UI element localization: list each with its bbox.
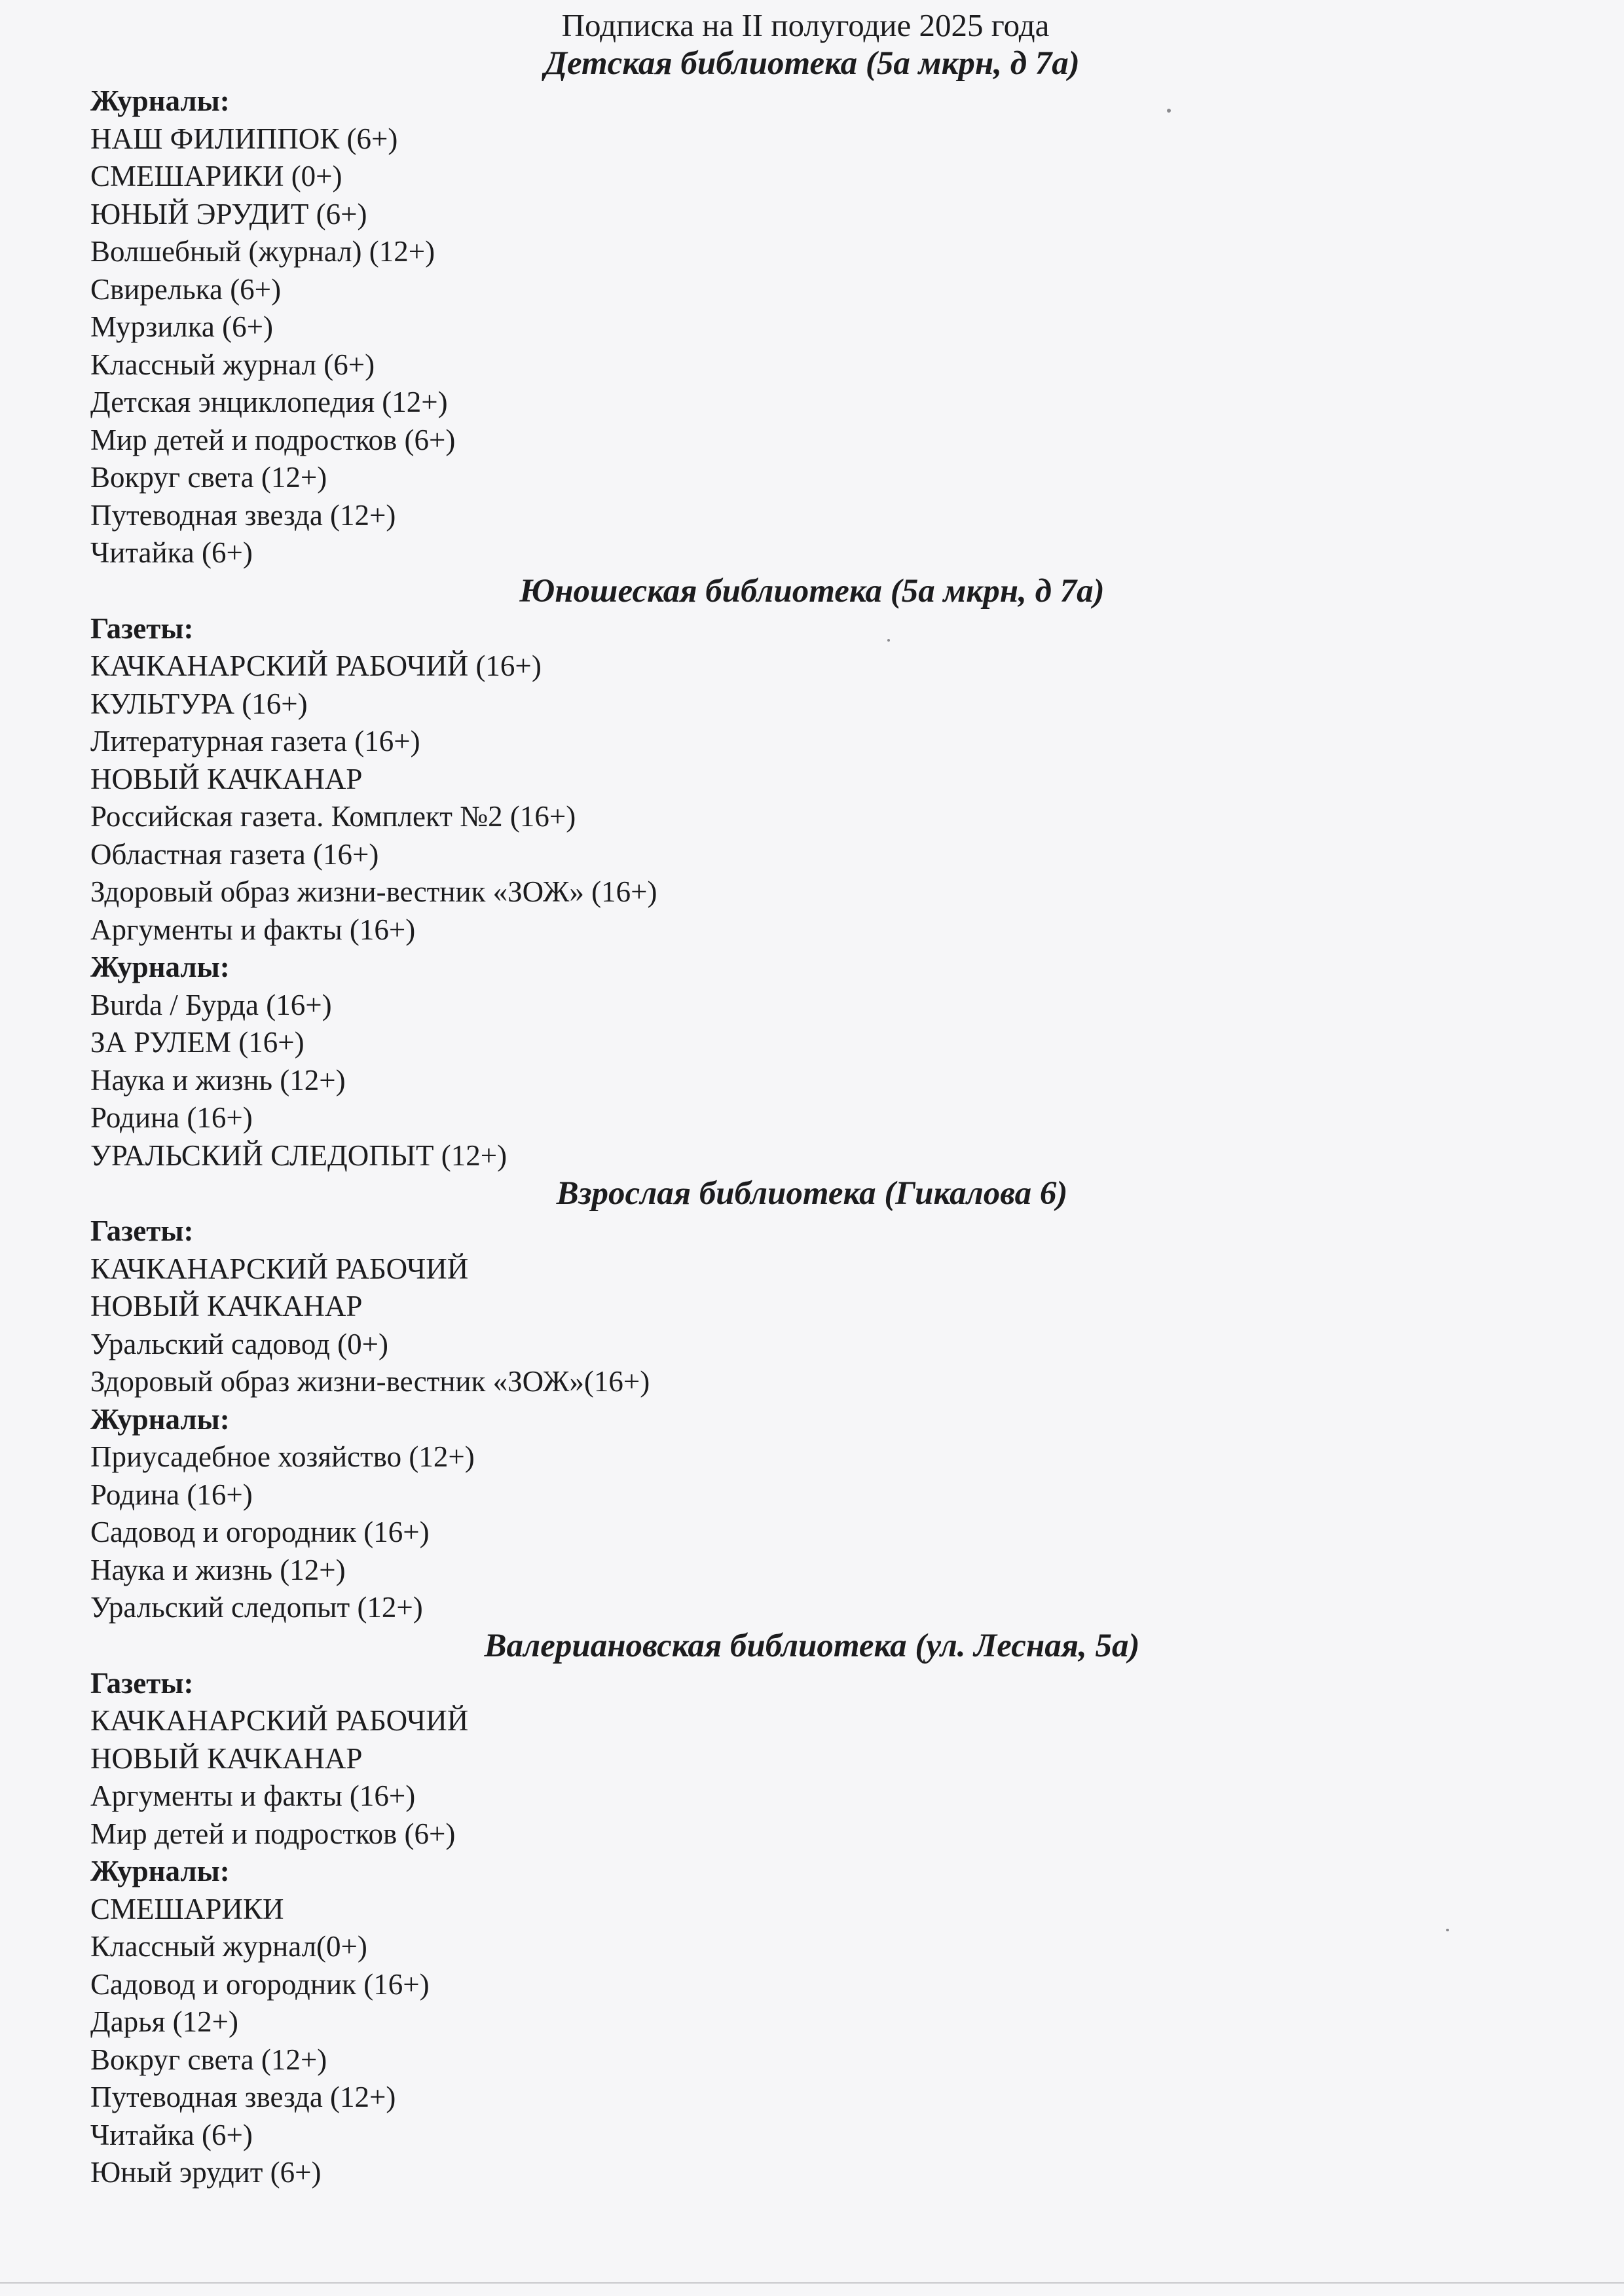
publication-item: Burda / Бурда (16+) — [90, 988, 332, 1021]
publication-item: КАЧКАНАРСКИЙ РАБОЧИЙ — [90, 1704, 469, 1737]
library-section — [0, 1627, 1624, 2192]
publication-group — [90, 1401, 1624, 1627]
publication-item: Волшебный (журнал) (12+) — [90, 235, 435, 268]
group-heading: Газеты: — [90, 611, 194, 645]
publication-group — [90, 1212, 1624, 1401]
publication-item: Литературная газета (16+) — [90, 725, 420, 757]
publication-item: Уральский следопыт (12+) — [90, 1591, 423, 1624]
publication-item: Вокруг света (12+) — [90, 461, 327, 494]
publication-item: СМЕШАРИКИ — [90, 1892, 284, 1925]
publication-group — [90, 949, 1624, 1175]
publication-item: Областная газета (16+) — [90, 837, 379, 871]
library-section — [0, 572, 1624, 1175]
scan-speck — [1446, 1929, 1449, 1931]
publication-item: СМЕШАРИКИ (0+) — [90, 160, 342, 192]
group-heading: Журналы: — [90, 84, 230, 117]
publication-item: Юный эрудит (6+) — [90, 2156, 322, 2189]
publication-item: Мурзилка (6+) — [90, 310, 274, 343]
publication-item: Мир детей и подростков (6+) — [90, 1817, 456, 1850]
publication-item: Уральский садовод (0+) — [90, 1327, 389, 1360]
publication-item: ЗА РУЛЕМ (16+) — [90, 1026, 304, 1059]
publication-item: КАЧКАНАРСКИЙ РАБОЧИЙ (16+) — [90, 649, 542, 682]
publication-item: Читайка (6+) — [90, 2118, 253, 2151]
document-title: Подписка на II полугодие 2025 года — [561, 7, 1050, 43]
publication-item: Здоровый образ жизни-вестник «ЗОЖ»(16+) — [90, 1365, 650, 1398]
scan-speck — [1167, 109, 1171, 113]
group-heading: Журналы: — [90, 1855, 230, 1887]
publication-item: Классный журнал (6+) — [90, 348, 375, 381]
scan-speck — [887, 639, 890, 642]
library-heading: Взрослая библиотека (Гикалова 6) — [556, 1175, 1068, 1212]
publication-item: Аргументы и факты (16+) — [90, 1779, 416, 1812]
publication-item: Мир детей и подростков (6+) — [90, 423, 456, 456]
group-heading: Журналы: — [90, 951, 230, 983]
publication-group — [90, 1853, 1624, 2192]
publication-item: КУЛЬТУРА (16+) — [90, 687, 308, 720]
publication-group — [90, 610, 1624, 949]
publication-item: Садовод и огородник (16+) — [90, 1516, 430, 1548]
group-heading: Газеты: — [90, 1666, 194, 1700]
publication-item: Путеводная звезда (12+) — [90, 2081, 396, 2113]
library-heading: Юношеская библиотека (5а мкрн, д 7а) — [519, 572, 1105, 610]
publication-item: Российская газета. Комплект №2 (16+) — [90, 800, 576, 833]
publication-item: НОВЫЙ КАЧКАНАР — [90, 1741, 363, 1775]
group-heading: Газеты: — [90, 1214, 194, 1247]
publication-item: Аргументы и факты (16+) — [90, 913, 416, 946]
publication-item: НОВЫЙ КАЧКАНАР — [90, 1290, 363, 1322]
publication-item: Читайка (6+) — [90, 536, 253, 569]
publication-item: КАЧКАНАРСКИЙ РАБОЧИЙ — [90, 1252, 469, 1285]
scan-edge-line — [0, 2282, 1624, 2284]
publication-item: Наука и жизнь (12+) — [90, 1063, 346, 1097]
library-list — [0, 45, 1624, 2192]
publication-group — [90, 1665, 1624, 1853]
publication-item: Наука и жизнь (12+) — [90, 1553, 346, 1586]
publication-item: Классный журнал(0+) — [90, 1930, 367, 1963]
publication-item: Родина (16+) — [90, 1101, 253, 1134]
publication-item: НАШ ФИЛИППОК (6+) — [90, 122, 398, 155]
publication-group — [90, 82, 1624, 572]
publication-item: НОВЫЙ КАЧКАНАР — [90, 762, 363, 795]
library-heading: Валериановская библиотека (ул. Лесная, 5а) — [484, 1627, 1140, 1664]
publication-item: Родина (16+) — [90, 1478, 253, 1511]
publication-item: Свирелька (6+) — [90, 272, 282, 306]
publication-item: Садовод и огородник (16+) — [90, 1967, 430, 2001]
library-section — [0, 1175, 1624, 1627]
publication-item: Дарья (12+) — [90, 2005, 238, 2038]
publication-item: УРАЛЬСКИЙ СЛЕДОПЫТ (12+) — [90, 1139, 507, 1172]
publication-item: Детская энциклопедия (12+) — [90, 386, 448, 418]
group-heading: Журналы: — [90, 1402, 230, 1436]
publication-item: Путеводная звезда (12+) — [90, 498, 396, 532]
publication-item: Вокруг света (12+) — [90, 2043, 327, 2076]
publication-item: Приусадебное хозяйство (12+) — [90, 1440, 475, 1473]
publication-item: Здоровый образ жизни-вестник «ЗОЖ» (16+) — [90, 875, 657, 908]
publication-item: ЮНЫЙ ЭРУДИТ (6+) — [90, 197, 367, 230]
library-heading: Детская библиотека (5а мкрн, д 7а) — [544, 45, 1080, 82]
library-section — [0, 45, 1624, 572]
